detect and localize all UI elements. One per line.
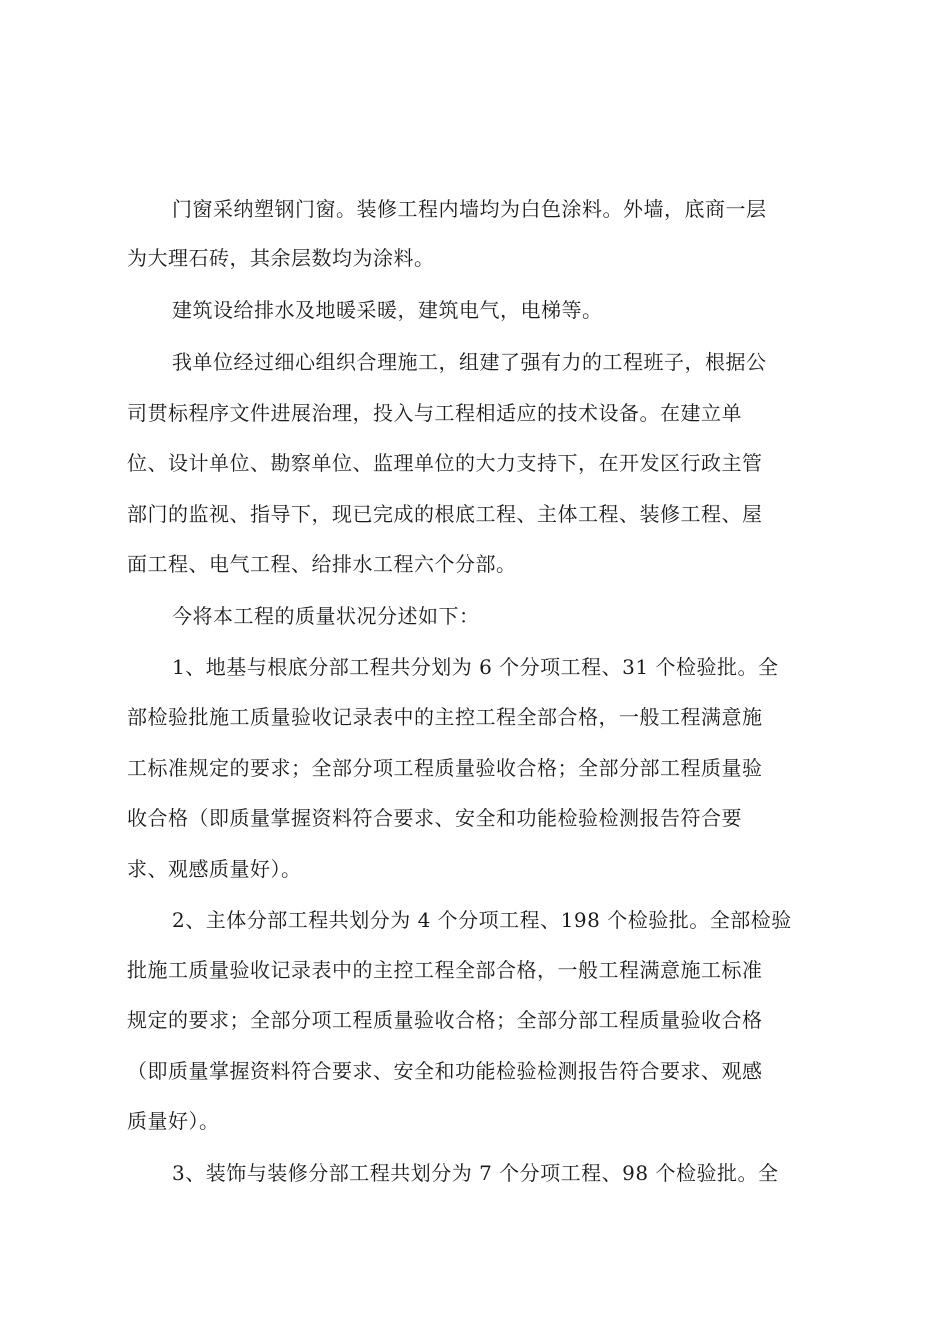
text-line: 建筑设给排水及地暖采暖，建筑电气，电梯等。 xyxy=(172,298,603,322)
text-line: 我单位经过细心组织合理施工，组建了强有力的工程班子，根据公 xyxy=(172,350,767,374)
text-line: 门窗采纳塑钢门窗。装修工程内墙均为白色涂料。外墙，底商一层 xyxy=(172,197,767,221)
text-line: 部门的监视、指导下，现已完成的根底工程、主体工程、装修工程、屋 xyxy=(127,502,763,526)
text-line: （即质量掌握资料符合要求、安全和功能检验检测报告符合要求、观感 xyxy=(127,1059,763,1083)
text-line: 部检验批施工质量验收记录表中的主控工程全部合格，一般工程满意施 xyxy=(127,705,763,729)
text-line: 2、主体分部工程共划分为 4 个分项工程、198 个检验批。全部检验 xyxy=(172,908,792,932)
text-line: 规定的要求；全部分项工程质量验收合格；全部分部工程质量验收合格 xyxy=(127,1008,763,1032)
text-line: 收合格（即质量掌握资料符合要求、安全和功能检验检测报告符合要 xyxy=(127,806,742,830)
text-line: 今将本工程的质量状况分述如下： xyxy=(172,604,480,628)
text-line: 质量好）。 xyxy=(127,1109,220,1133)
text-line: 为大理石砖，其余层数均为涂料。 xyxy=(127,246,435,270)
text-line: 位、设计单位、勘察单位、监理单位的大力支持下，在开发区行政主管 xyxy=(127,451,763,475)
text-line: 面工程、电气工程、给排水工程六个分部。 xyxy=(127,552,517,576)
text-line: 1、地基与根底分部工程共分划为 6 个分项工程、31 个检验批。全 xyxy=(172,655,779,679)
text-line: 3、装饰与装修分部工程共划分为 7 个分项工程、98 个检验批。全 xyxy=(172,1161,779,1185)
text-line: 求、观感质量好）。 xyxy=(127,857,302,881)
text-line: 司贯标程序文件进展治理，投入与工程相适应的技术设备。在建立单 xyxy=(127,401,742,425)
text-line: 批施工质量验收记录表中的主控工程全部合格，一般工程满意施工标准 xyxy=(127,958,763,982)
text-line: 工标准规定的要求；全部分项工程质量验收合格；全部分部工程质量验 xyxy=(127,756,763,780)
